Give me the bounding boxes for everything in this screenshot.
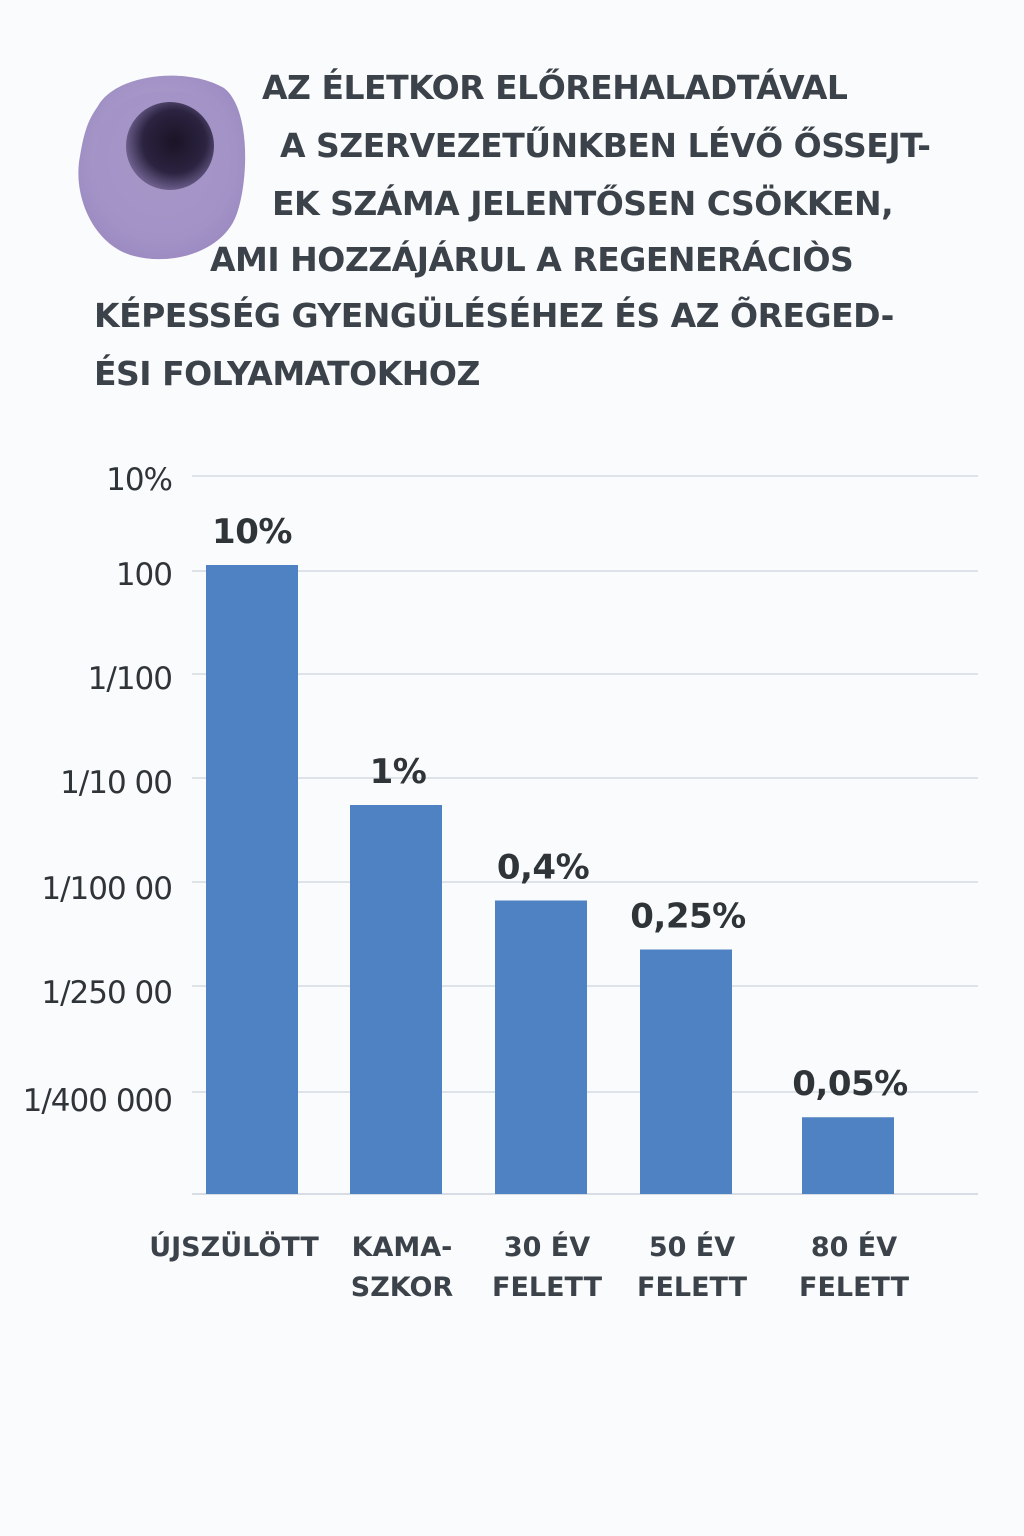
title-line-3: EK SZÁMA JELENTŐSEN CSÖKKEN, — [272, 184, 894, 223]
y-tick-label: 1/250 00 — [41, 975, 172, 1011]
y-tick-label: 1/100 — [87, 661, 172, 697]
title-line-6: ÉSI FOLYAMATOKHOZ — [94, 354, 480, 393]
data-label: 1% — [369, 752, 427, 792]
x-tick-label: ÚJSZÜLÖTT — [149, 1232, 319, 1263]
data-label: 0,4% — [496, 847, 590, 888]
title-line-2: A SZERVEZETŰNKBEN LÉVŐ ŐSSEJT- — [280, 126, 931, 165]
data-label: 0,05% — [792, 1064, 908, 1105]
cell-nucleus — [126, 102, 214, 190]
title-line-5: KÉPESSÉG GYENGÜLÉSÉHEZ ÉS AZ ÕREGED- — [94, 296, 894, 335]
y-tick-label: 10% — [106, 462, 172, 498]
x-tick-label: 50 ÉV — [648, 1232, 736, 1263]
y-tick-label: 1/100 00 — [41, 871, 172, 907]
bar — [495, 901, 587, 1194]
x-tick-label: 30 ÉV — [503, 1232, 591, 1263]
y-tick-label: 1/400 000 — [22, 1083, 172, 1119]
bar — [206, 565, 298, 1194]
x-tick-label: FELETT — [492, 1272, 602, 1303]
data-label: 10% — [212, 512, 292, 552]
data-label: 0,25% — [630, 896, 746, 937]
y-tick-label: 100 — [115, 557, 172, 593]
x-tick-label: FELETT — [799, 1272, 909, 1303]
x-tick-label: 80 ÉV — [810, 1232, 898, 1263]
bar-chart — [0, 440, 1024, 1340]
x-tick-label: KAMA- — [351, 1232, 453, 1263]
x-tick-label: SZKOR — [350, 1272, 454, 1303]
bar — [802, 1117, 894, 1194]
bar — [350, 805, 442, 1194]
bar — [640, 949, 732, 1194]
stem-cell-illustration — [76, 66, 250, 266]
title-line-1: AZ ÉLETKOR ELŐREHALADTÁVAL — [262, 68, 848, 107]
y-tick-label: 1/10 00 — [60, 765, 172, 801]
title-line-4: AMI HOZZÁJÁRUL A REGENERÁCIÒS — [210, 240, 854, 279]
x-tick-label: FELETT — [637, 1272, 747, 1303]
